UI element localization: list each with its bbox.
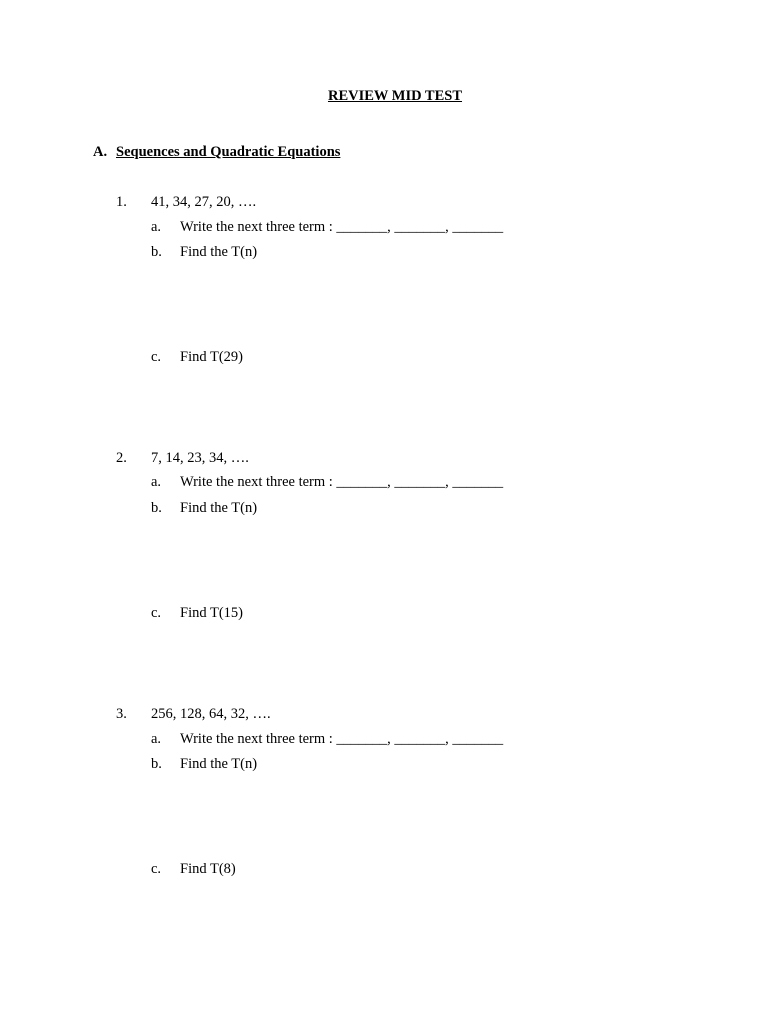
page-title: REVIEW MID TEST — [327, 88, 463, 104]
part-letter: c. — [151, 605, 162, 621]
question-number: 1. — [116, 194, 127, 210]
part-text: Find T(15) — [180, 605, 243, 621]
part-letter: c. — [151, 349, 162, 365]
question-sequence: 41, 34, 27, 20, …. — [151, 194, 257, 210]
part-text: Find T(8) — [180, 861, 236, 877]
part-letter: b. — [151, 500, 162, 516]
part-letter: b. — [151, 756, 162, 772]
question-sequence: 256, 128, 64, 32, …. — [151, 706, 271, 722]
part-text: Find T(29) — [180, 349, 243, 365]
question-number: 3. — [116, 706, 127, 722]
part-letter: b. — [151, 244, 162, 260]
part-text: Find the T(n) — [180, 244, 258, 260]
part-letter: a. — [151, 731, 162, 747]
part-letter: a. — [151, 219, 162, 235]
part-text: Write the next three term : _______, _______, _______ — [180, 731, 504, 747]
section-heading — [93, 144, 340, 161]
part-letter: a. — [151, 474, 162, 490]
section-letter: A. — [93, 144, 108, 160]
part-letter: c. — [151, 861, 162, 877]
question-number: 2. — [116, 450, 127, 466]
part-text: Find the T(n) — [180, 500, 258, 516]
part-text: Find the T(n) — [180, 756, 258, 772]
part-text: Write the next three term : _______, _______, _______ — [180, 219, 504, 235]
section-title: Sequences and Quadratic Equations — [116, 144, 341, 160]
question-sequence: 7, 14, 23, 34, …. — [151, 450, 249, 466]
part-text: Write the next three term : _______, _______, _______ — [180, 474, 504, 490]
